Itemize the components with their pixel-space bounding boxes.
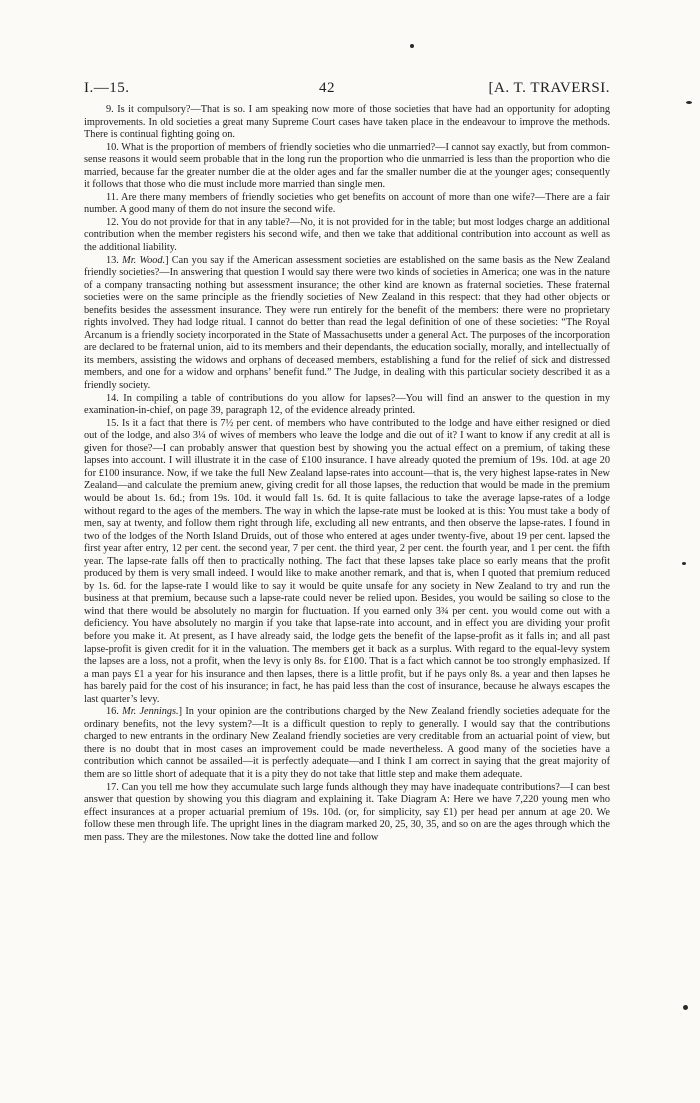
paragraph-10: 10. What is the proportion of members of friendly societies who die unmarried?—I cannot say exactly, but from common-sense reasons it would seem probable that in the long run the proportion who die unmarried is less than the proportion who die married, because far the greater number die at the older ages and far the smaller number die at the younger ages; consequently it follows that those who die must include more married than single men. xyxy=(84,141,610,191)
paragraph-9: 9. Is it compulsory?—That is so. I am speaking now more of those societies that have had an opportunity for adopting improvements. In old societies a great many Supreme Court cases have taken place in the endeavour to improve the methods. There is continual fighting going on. xyxy=(84,104,610,141)
paragraph-12: 12. You do not provide for that in any table?—No, it is not provided for in the table; but most lodges charge an additional contribution when the member registers his second wife, and then we take that additional contribution into account as well as the additional liability. xyxy=(84,216,610,254)
witness-name: [A. T. TRAVERSI. xyxy=(488,80,610,96)
paragraph-13: 13. Mr. Wood.] Can you say if the American assessment societies are established on the same basis as the New Zealand friendly societies?—In answering that question I would say there were two kinds of societies in America; one was in the nature of a company transacting nothing but assessment insurance; the other kind are known as fraternal societies. These fraternal societies were on the same principle as the friendly societies of New Zealand in this respect: that they had other objects or benefits besides the assessment insurance. They were run entirely for the benefit of the members: there were no proprietary rights involved. They had lodge ritual. I cannot do better than read the legal definition of one of these societies: “The Royal Arcanum is a friendly society incorporated in the State of Massachusetts under a general Act. The purposes of the incorporation are declared to be fraternal union, aid to its members and their dependants, the education socially, morally, and intellectually of its members, assisting the widows and orphans of deceased members, establishing a fund for the relief of sick and distressed members, and one for a widow and orphans’ benefit fund.” The Judge, in dealing with this particular society described it as a friendly society. xyxy=(84,254,611,392)
scan-speck xyxy=(686,101,692,104)
paragraph-16: 16. Mr. Jennings.] In your opinion are the contributions charged by the New Zealand friendly societies adequate for the ordinary benefits, not the levy system?—It is a difficult question to reply to generally. I would say that the contributions charged to new entrants in the ordinary New Zealand friendly societies are very creditable from an actuarial point of view, but there is no doubt that in most cases an improvement could be made nevertheless. A good many of the societies have a contribution which cannot be assailed—it is perfectly adequate—and I think I am correct in saying that the great majority of them are so little short of adequate that it is a pity they do not take that little step and make them adequate. xyxy=(84,706,610,780)
scan-speck xyxy=(682,562,686,565)
speaker-name: Mr. Jennings. xyxy=(122,706,179,718)
scan-speck xyxy=(410,44,414,48)
paragraph-17: 17. Can you tell me how they accumulate such large funds although they may have inadequate contributions?—I can best answer that question by showing you this diagram and explaining it. Take Diagram A: Here we have 7,220 young men who effect insurances at a proper actuarial premium of 19s. 10d. (or, for simplicity, say £1) per head per annum at age 20. We follow these men through life. The upright lines in the diagram marked 20, 25, 30, 35, and so on are the ages through which the men pass. They are the milestones. Now take the dotted line and follow xyxy=(84,781,610,843)
paragraph-11: 11. Are there many members of friendly societies who get benefits on account of more than one wife?—There are a fair number. A good many of them do not insure the second wife. xyxy=(84,191,610,216)
document-id: I.—15. xyxy=(84,80,130,96)
speaker-name: Mr. Wood. xyxy=(122,254,166,266)
paragraph-14: 14. In compiling a table of contributions do you allow for lapses?—You will find an answer to the question in my examination-in-chief, on page 39, paragraph 12, of the evidence already printed. xyxy=(84,392,610,417)
page-header xyxy=(84,80,610,104)
scan-speck xyxy=(683,1005,688,1010)
page-number: 42 xyxy=(319,80,335,96)
paragraph-15: 15. Is it a fact that there is 7½ per cent. of members who have contributed to the lodge and have either resigned or died out of the lodge, and also 3¼ of wives of members who leave the lodge and die out of it? I want to know if any credit at all is given for those?—I can probably answer that question best by showing you the actual effect on a premium, of taking these lapses into account. I will illustrate it in the case of £100 insurance. I have already quoted the premium of 19s. 10d. at age 20 for £100 insurance. Now, if we take the full New Zealand lapse-rates into account—that is, the very highest lapse-rates in New Zealand—and calculate the premium anew, giving credit for all those lapses, the reduction that would be made in the premium would be about 1s. 6d.; from 19s. 10d. it would fall 1s. 6d. It is quite fallacious to take the average lapse-rates of a lodge without regard to the ages of the members. The way in which the lapse-rate must be looked at is this: You must take a body of men, say at twenty, and follow them right through life, excluding all new entrants, and then observe the lapse-rates. I found in two of the lodges of the North Island Druids, out of those who entered at ages under twenty-five, about 19 per cent. lapsed the first year after entry, 12 per cent. the second year, 7 per cent. the third year, 2 per cent. the fourth year, and 1 per cent. the fifth year. The lapse-rate falls off then to practically nothing. The fact that these lapses take place so early means that the profit produced by them is very small indeed. I would like to make another remark, and that is, when I quoted that premium reduced by 1s. 6d. for the lapse-rate I would like to say it would be quite unsafe for any society in New Zealand to try and run the business at that premium, because such a lapse-rate could never be relied upon. Besides, you would be sailing so close to the wind that there would be absolutely no margin for fluctuation. If you earned only 3¾ per cent. you would come out with a deficiency. You have absolutely no margin if you take that lapse-rate into account, and in effect you are dividing your profit before you make it. At present, as I have already said, the lodge gets the benefit of the lapse-profit as it falls in; and all past lapse-profit is given credit for it in the valuation. The members get it back as a surplus. With regard to the equal-levy system the lapses are a loss, not a profit, when the levy is only 8s. for £100. That is a fact which cannot be too strongly emphasized. If a man pays £1 a year for his insurance and then lapses, there is a little profit, but if he pays only 8s. a year and then lapses he has barely paid for the cost of his insurance; in fact, he has paid less than the cost of insurance, because he always escapes the last quarter’s levy. xyxy=(84,417,610,705)
evidence-body xyxy=(84,104,610,844)
